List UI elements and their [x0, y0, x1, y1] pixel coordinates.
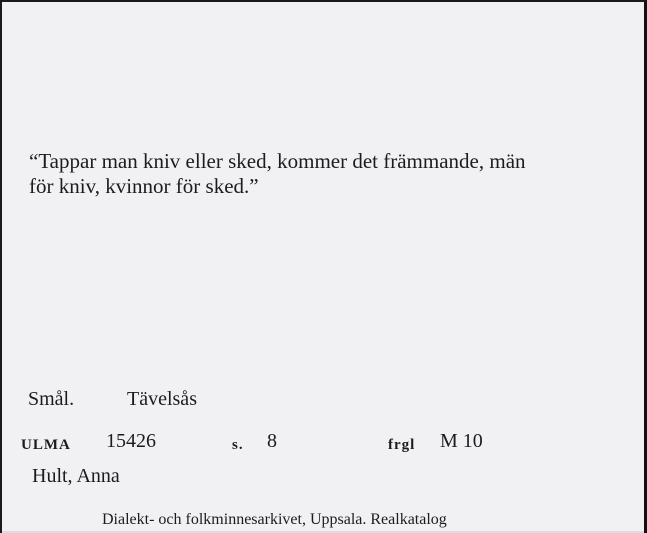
page-number: 8: [267, 430, 277, 452]
frgl-label: frgl: [388, 437, 416, 453]
archive-footer: Dialekt- och folkminnesarkivet, Uppsala. Realkatalog: [102, 511, 447, 528]
province: Smål.: [28, 388, 75, 410]
informant-name: Hult, Anna: [32, 465, 120, 487]
ulma-number: 15426: [106, 430, 156, 452]
parish: Tävelsås: [127, 388, 197, 410]
page-label: s.: [232, 437, 244, 453]
quote-text: [29, 149, 629, 199]
ulma-label: ULMA: [21, 437, 71, 453]
quote-line-2: för kniv, kvinnor för sked.”: [29, 174, 259, 198]
frgl-value: M 10: [440, 430, 483, 452]
quote-line-1: “Tappar man kniv eller sked, kommer det främmande, män: [29, 149, 526, 173]
